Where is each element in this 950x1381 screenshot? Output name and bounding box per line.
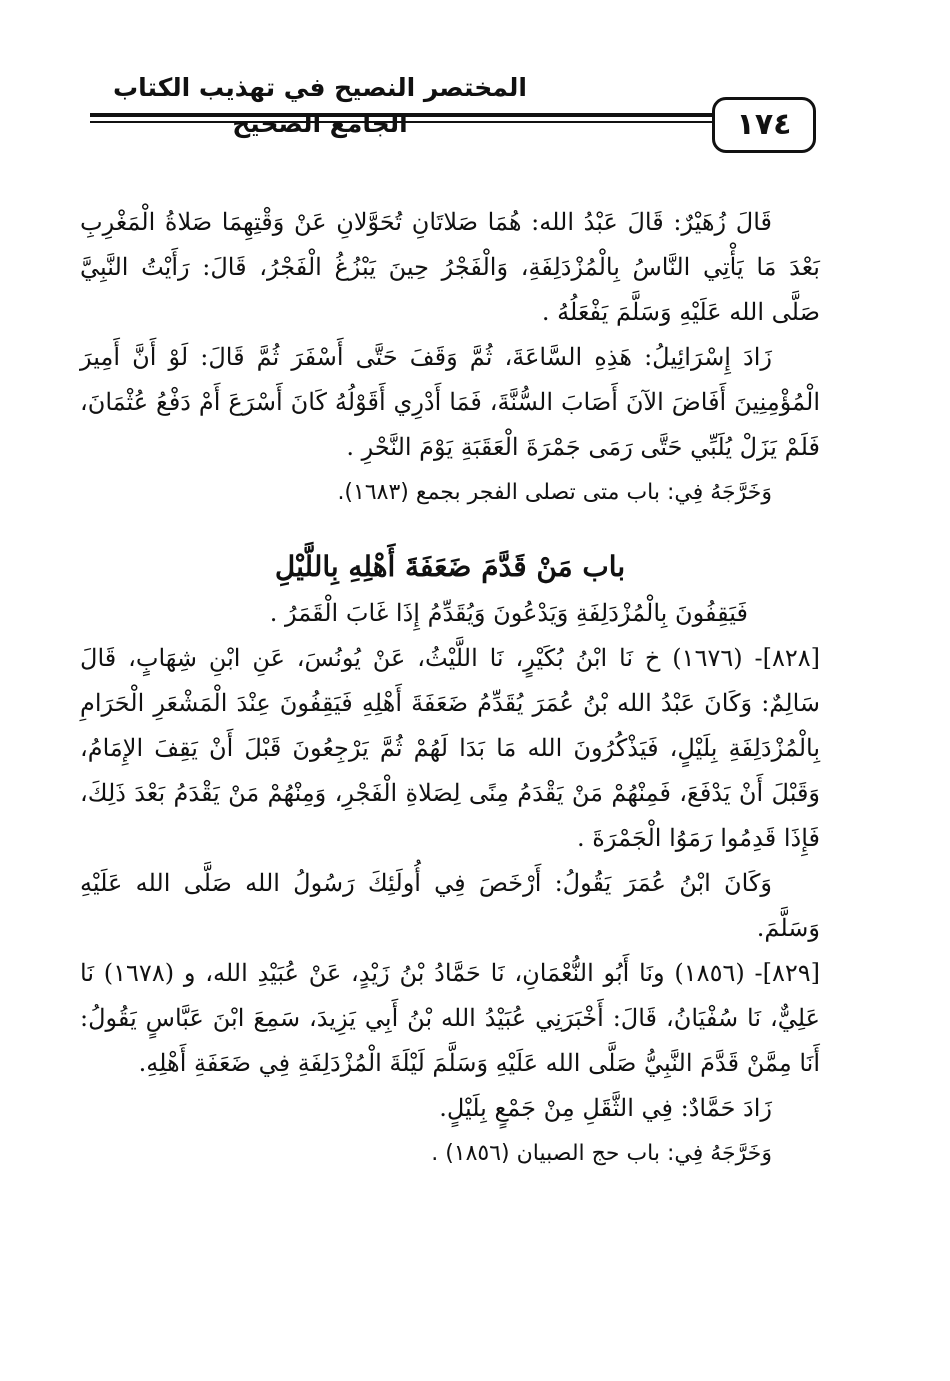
paragraph-ibn-umar: وَكَانَ ابْنُ عُمَرَ يَقُولُ: أَرْخَصَ فِي أُولَئِكَ رَسُولُ الله صَلَّى الله عَلَيْهِ وَسَلَّمَ. [80, 869, 820, 942]
page-number: ١٧٤ [712, 97, 816, 153]
cross-reference-1856: وَخَرَّجَهُ فِي: باب حج الصبيان (١٨٥٦) . [431, 1141, 772, 1166]
paragraph-hammad: زَادَ حَمَّادٌ: فِي الثَّقَلِ مِنْ جَمْعٍ بِلَيْلٍ. [439, 1094, 772, 1122]
paragraph-israil: زَادَ إِسْرَائِيلُ: هَذِهِ السَّاعَةَ، ثُمَّ وَقَفَ حَتَّى أَسْفَرَ ثُمَّ قَالَ: لَوْ أَنَّ أَمِيرَ الْمُؤْمِنِينَ أَفَاضَ الآنَ أَصَابَ السُّنَّةَ، فَمَا أَدْرِي أَقَوْلُهُ كَانَ أَسْرَعَ أَمْ دَفْعُ عُثْمَانَ، فَلَمْ يَزَلْ يُلَبِّي حَتَّى رَمَى جَمْرَةَ الْعَقَبَةِ يَوْمَ النَّحْرِ . [80, 343, 820, 461]
running-header-title: المختصر النصيح في تهذيب الكتاب الجامع الصحيح [112, 73, 527, 138]
hadith-828: [٨٢٨]- (١٦٧٦) خ نَا ابْنُ بُكَيْرٍ، نَا اللَّيْثُ، عَنْ يُونُسَ، عَنِ ابْنِ شِهَابٍ، قَالَ سَالِمٌ: وَكَانَ عَبْدُ الله بْنُ عُمَرَ يُقَدِّمُ ضَعَفَةَ أَهْلِهِ فَيَقِفُونَ عِنْدَ الْمَشْعَرِ الْحَرَامِ بِالْمُزْدَلِفَةِ بِلَيْلٍ، فَيَذْكُرُونَ الله مَا بَدَا لَهُمْ ثُمَّ يَرْجِعُونَ قَبْلَ أَنْ يَقِفَ الإِمَامُ، وَقَبْلَ أَنْ يَدْفَعَ، فَمِنْهُمْ مَنْ يَقْدَمُ مِنًى لِصَلاةِ الْفَجْرِ، وَمِنْهُمْ مَنْ يَقْدَمُ بَعْدَ ذَلِكَ، فَإِذَا قَدِمُوا رَمَوُا الْجَمْرَةَ . [80, 644, 821, 852]
page-body [80, 200, 820, 1176]
header-double-rule [90, 113, 714, 123]
chapter-subtitle: فَيَقِفُونَ بِالْمُزْدَلِفَةِ وَيَدْعُونَ وَيُقَدِّمُ إِذَا غَابَ الْقَمَرُ . [269, 599, 748, 627]
paragraph-zuhair: قَالَ زُهَيْرٌ: قَالَ عَبْدُ الله: هُمَا صَلاتَانِ تُحَوَّلانِ عَنْ وَقْتِهِمَا صَلاةُ الْمَغْرِبِ بَعْدَ مَا يَأْتِي النَّاسُ بِالْمُزْدَلِفَةِ، وَالْفَجْرُ حِينَ يَبْزُغُ الْفَجْرُ، قَالَ: رَأَيْتُ النَّبِيَّ صَلَّى الله عَلَيْهِ وَسَلَّمَ يَفْعَلُهُ . [80, 208, 820, 326]
cross-reference-1683: وَخَرَّجَهُ فِي: باب متى تصلى الفجر بجمع (١٦٨٣). [337, 480, 772, 505]
hadith-829: [٨٢٩]- (١٨٥٦) ونَا أَبُو النُّعْمَانِ، نَا حَمَّادُ بْنُ زَيْدٍ، عَنْ عُبَيْدِ الله، و (١٦٧٨) نَا عَلِيٌّ، نَا سُفْيَانُ، قَالَ: أَخْبَرَنِي عُبَيْدُ الله بْنُ أَبِي يَزِيدَ، سَمِعَ ابْنَ عَبَّاسٍ يَقُولُ: أَنَا مِمَّنْ قَدَّمَ النَّبِيُّ صَلَّى الله عَلَيْهِ وَسَلَّمَ لَيْلَةَ الْمُزْدَلِفَةِ فِي ضَعَفَةِ أَهْلِهِ. [80, 959, 820, 1077]
chapter-title: باب مَنْ قَدَّمَ ضَعَفَةَ أَهْلِهِ بِاللَّيْلِ [274, 550, 626, 583]
